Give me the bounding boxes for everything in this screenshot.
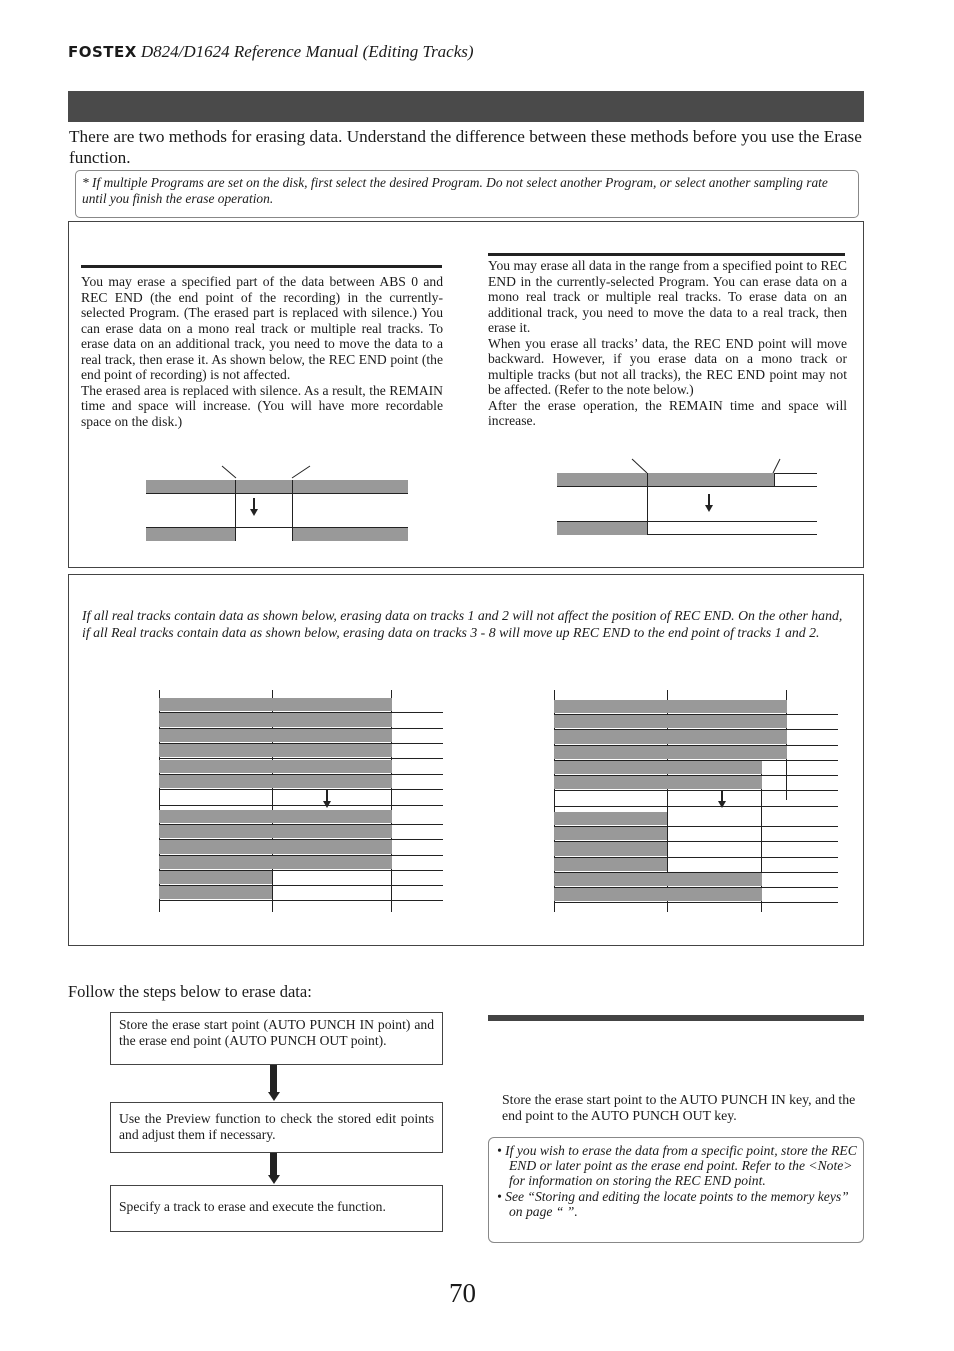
erase-arrow-head: [250, 509, 258, 516]
right-diagram-track-bar: [554, 812, 667, 825]
left-diagram-row-line: [159, 900, 443, 901]
delete-arrow-head: [705, 505, 713, 512]
left-diagram-track-bar: [159, 871, 272, 884]
delete-after-bar: [557, 522, 647, 535]
step-arrow-1-head: [268, 1092, 280, 1101]
step-arrow-1-shaft: [270, 1065, 277, 1092]
intro-paragraph: There are two methods for erasing data. Understand the difference between these methods before you use the Erase function.: [69, 127, 862, 167]
track-after-left: [146, 528, 235, 541]
right-diagram-track-bar: [554, 888, 762, 901]
right-diagram-track-bar: [554, 776, 762, 789]
section-title-bar: [68, 91, 864, 122]
right-step-text: Store the erase start point to the AUTO PUNCH IN key, and the end point to the AUTO PUNCH OUT key.: [502, 1092, 856, 1123]
program-note: * If multiple Programs are set on the disk, first select the desired Program. Do not select another Program, or select another sampling rate until you finish the erase operation.: [75, 170, 859, 218]
right-diagram-row-line: [554, 790, 838, 791]
right-section-bar: [488, 1015, 864, 1021]
left-diagram-track-bar: [159, 810, 392, 823]
right-method-para3: After the erase operation, the REMAIN time and space will increase.: [488, 397, 847, 428]
track-diagram-right: [550, 690, 845, 915]
left-method-para1: You may erase a specified part of the data between ABS 0 and REC END (the end point of the recording) in the currently-selected Program. (The erased part is replaced with silence.) You can erase data on a mono real track or multiple real tracks. To erase data on an additional track, you need to move the data to a real track, then erase it. As shown below, the REC END point (the end point of recording) is not affected.: [81, 274, 443, 382]
track-before-bar: [146, 480, 408, 493]
right-method-text: [488, 258, 847, 429]
recend-note-text: If all real tracks contain data as shown below, erasing data on tracks 1 and 2 will not affect the position of REC END. On the other hand, if all Real tracks contain data as shown below, erasing data on tracks 3 - 8 will move up REC END to the end point of tracks 1 and 2.: [82, 608, 843, 640]
right-diagram-track-bar: [554, 873, 762, 886]
left-diagram-track-bar: [159, 744, 392, 757]
tip-1: • If you wish to erase the data from a specific point, store the REC END or later point as the erase end point. Refer to the <Note> for information on storing the REC END point.: [497, 1143, 857, 1189]
left-diagram-track-bar: [159, 729, 392, 742]
right-method-para2: When you erase all tracks’ data, the REC END point will move backward. However, if you erase data on a mono track or multiple tracks (but not all tracks), the REC END point may not be affected. (Refer to the note below.): [488, 335, 847, 397]
delete-start-mark: [647, 473, 648, 535]
delete-recend-mark: [774, 473, 775, 487]
brand-logo: FOSTEX: [68, 43, 137, 61]
left-diagram-track-bar: [159, 698, 392, 711]
right-diagram-arrow-shaft: [721, 790, 723, 801]
track-after-right: [293, 528, 408, 541]
erase-range-start: [235, 480, 236, 541]
erase-arrow-shaft: [253, 498, 255, 509]
left-method-para2: The erased area is replaced with silence. As a result, the REMAIN time and space will increase. (You will have more recordable space on the disk.): [81, 382, 443, 429]
tips-note: [488, 1137, 864, 1243]
left-diagram-row-line: [159, 789, 443, 790]
left-method-rule: [81, 265, 442, 268]
right-diagram-track-bar: [554, 761, 762, 774]
left-diagram-row-line: [159, 805, 443, 806]
step-arrow-2-shaft: [270, 1153, 277, 1175]
right-diagram-row-line: [554, 806, 838, 807]
delete-after-line: [647, 534, 817, 535]
tip-2: • See “Storing and editing the locate points to the memory keys” on page “ ”.: [497, 1188, 849, 1219]
left-diagram-track-bar: [159, 856, 392, 869]
left-diagram-track-bar: [159, 825, 392, 838]
left-method-text: [81, 274, 443, 429]
right-diagram-track-bar: [554, 746, 787, 759]
right-diagram-track-bar: [554, 700, 787, 713]
right-diagram-track-bar: [554, 842, 667, 855]
right-diagram-track-bar: [554, 730, 787, 743]
right-method-rule: [488, 253, 845, 256]
page-number: 70: [449, 1278, 476, 1308]
page-header: [68, 42, 474, 62]
track-diagram-left: [155, 690, 450, 915]
left-diagram-track-bar: [159, 713, 392, 726]
delete-arrow-shaft: [708, 494, 710, 505]
header-title: D824/D1624 Reference Manual (Editing Tracks): [140, 42, 474, 61]
delete-before-bar: [557, 473, 774, 486]
right-diagram-arrow-head: [718, 801, 726, 808]
right-method-para1: You may erase all data in the range from a specified point to REC END in the currently-selected Program. You can erase data on a mono real track or multiple real tracks. To erase data on an additional track, you need to move the data to a real track, then erase it.: [488, 258, 847, 335]
right-diagram-track-bar: [554, 715, 787, 728]
track-before-line: [146, 493, 408, 494]
step-1-box: Store the erase start point (AUTO PUNCH IN point) and the erase end point (AUTO PUNCH OUT point).: [110, 1012, 443, 1065]
right-diagram-track-bar: [554, 827, 667, 840]
step-2-box: Use the Preview function to check the stored edit points and adjust them if necessary.: [110, 1102, 443, 1153]
right-diagram-track-bar: [554, 858, 667, 871]
left-diagram-track-bar: [159, 760, 392, 773]
step-3-box: Specify a track to erase and execute the function.: [110, 1185, 443, 1232]
steps-lead: Follow the steps below to erase data:: [68, 982, 312, 1001]
step-arrow-2-head: [268, 1175, 280, 1184]
delete-before-line: [557, 486, 817, 487]
right-diagram-row-line: [554, 902, 838, 903]
left-diagram-arrow-head: [323, 801, 331, 808]
left-diagram-track-bar: [159, 886, 272, 899]
left-diagram-arrow-shaft: [326, 790, 328, 801]
left-diagram-track-bar: [159, 840, 392, 853]
left-diagram-track-bar: [159, 775, 392, 788]
